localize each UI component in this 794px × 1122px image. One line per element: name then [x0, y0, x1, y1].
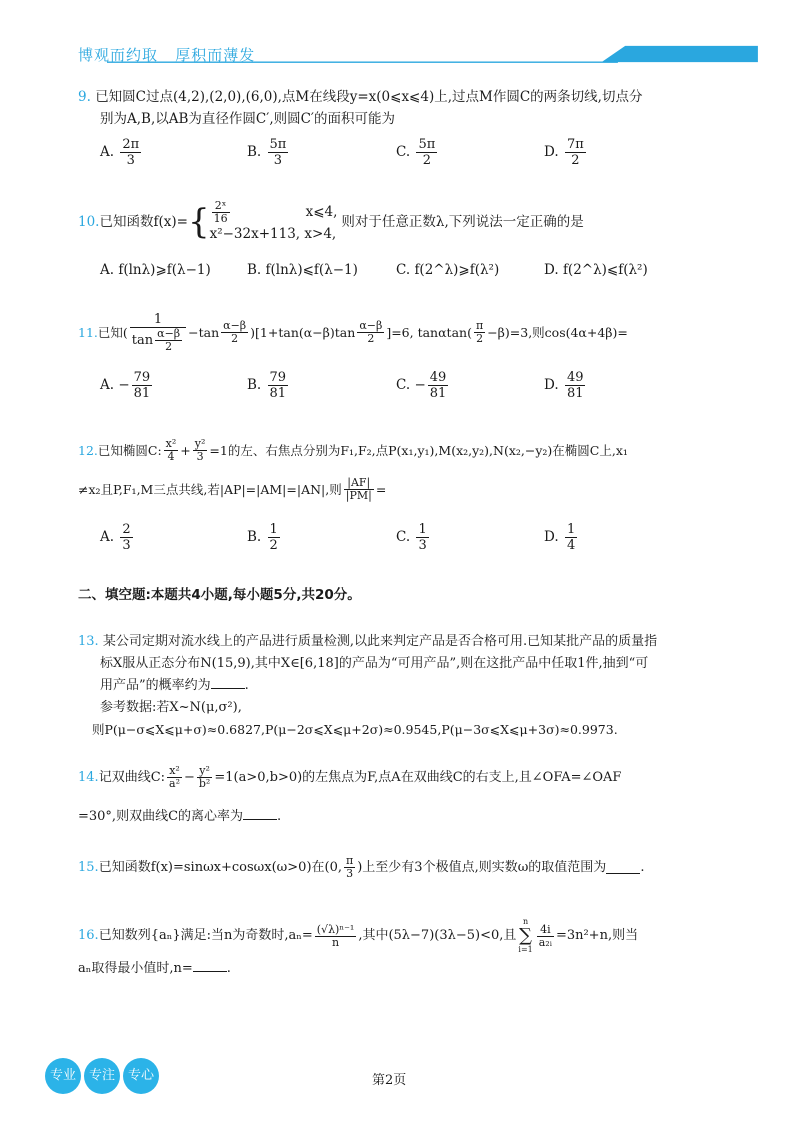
option-fraction: [268, 137, 289, 168]
question-14-line1: [78, 765, 738, 790]
denominator: 2: [165, 340, 173, 353]
denominator: 3: [346, 867, 354, 880]
text-part: −: [183, 769, 195, 785]
text-part: =3n²+n,则当: [555, 928, 639, 943]
numerator: π: [346, 854, 354, 867]
numerator: 49: [566, 370, 584, 385]
question-text-line2: 标X服从正态分布N(15,9),其中X∈[6,18]的产品为“可用产品”,则在这批产品中任取1件,抽到“可: [100, 656, 649, 671]
denominator: 3: [418, 538, 427, 553]
numerator: 7π: [566, 137, 584, 152]
option-text: f(2^λ)⩾f(λ²): [414, 262, 500, 278]
denominator: [130, 328, 186, 353]
option-d: [544, 522, 579, 553]
option-label: B.: [247, 377, 262, 393]
option-fraction: [416, 522, 428, 553]
numerator: 1: [566, 522, 576, 537]
section-heading: 二、填空题:本题共4小题,每小题5分,共20分。: [78, 587, 361, 603]
denominator: 4: [167, 450, 175, 463]
question-text-line1: 已知圆C过点(4,2),(2,0),(6,0),点M在线段y=x(0⩽x⩽4)上,过点M作圆C的两条切线,切点分: [95, 89, 643, 105]
text-part: )[1+tan(α−β)tan: [250, 324, 356, 340]
numerator: 5π: [269, 137, 287, 152]
numerator: |AF|: [344, 477, 374, 490]
denominator: 3: [196, 450, 204, 463]
option-d: [544, 137, 588, 168]
option-fraction: [268, 370, 289, 401]
text-part: .: [640, 859, 645, 875]
question-12-line2: [78, 477, 718, 502]
numerator: x²: [165, 437, 177, 450]
denominator: 2: [231, 332, 239, 345]
denominator: 81: [133, 386, 151, 401]
option-a: [100, 262, 211, 278]
numerator: 49: [429, 370, 447, 385]
option-c: [396, 137, 439, 168]
fraction-4i-a2i: [537, 924, 554, 949]
denominator: 81: [566, 386, 584, 401]
fraction-1: [130, 312, 186, 353]
denominator: b²: [198, 777, 211, 790]
question-15: [78, 855, 738, 880]
text-part: −β)=3,则cos(4α+4β)=: [487, 324, 628, 340]
option-b: [247, 137, 290, 168]
numerator: 1: [418, 522, 427, 537]
denominator: 4: [566, 538, 576, 553]
option-label: D.: [544, 529, 559, 545]
numerator: (√λ)ⁿ⁻¹: [316, 922, 355, 936]
option-fraction: [132, 370, 153, 401]
option-b: [247, 262, 358, 278]
fraction-x2-4: [164, 438, 179, 463]
option-fraction: [120, 137, 141, 168]
question-suffix: 则对于任意正数λ,下列说法一定正确的是: [341, 213, 584, 230]
fraction-pi-3: [344, 855, 355, 880]
numerator: 1: [269, 522, 278, 537]
piecewise-brace: {: [187, 201, 210, 242]
answer-blank[interactable]: [193, 959, 227, 972]
option-label: D.: [544, 262, 559, 278]
text-part: .: [277, 809, 282, 824]
text-part: =: [375, 481, 387, 497]
question-number: 16.: [78, 928, 99, 943]
question-number: 13.: [78, 634, 99, 649]
footer-circle-professional: 专业: [45, 1058, 81, 1094]
denominator: 2: [269, 538, 278, 553]
option-a: [100, 137, 143, 168]
answer-blank[interactable]: [211, 676, 245, 689]
option-label: C.: [396, 262, 411, 278]
denominator: 3: [122, 538, 131, 553]
option-sign: −: [118, 377, 130, 393]
text-part: .: [244, 678, 249, 693]
reference-data-values: 则P(μ−σ⩽X⩽μ+σ)≈0.6827,P(μ−2σ⩽X⩽μ+2σ)≈0.9545,P(μ−3σ⩽X⩽μ+3σ)≈0.9973.: [92, 722, 618, 737]
fraction-sequence-term: [315, 924, 357, 949]
question-number: 10.: [78, 213, 100, 230]
question-number: 12.: [78, 442, 98, 458]
numerator: 2π: [122, 137, 140, 152]
option-fraction: [120, 522, 132, 553]
numerator: α−β: [157, 327, 181, 340]
option-label: B.: [247, 529, 262, 545]
numerator: y²: [197, 765, 212, 778]
fraction-4: [474, 320, 485, 345]
question-number: 15.: [78, 859, 99, 875]
option-fraction: [428, 370, 449, 401]
option-sign: −: [414, 377, 426, 393]
question-11: [78, 312, 738, 353]
numerator: 5π: [418, 137, 436, 152]
text-part: +: [180, 442, 191, 458]
question-number: 14.: [78, 769, 99, 785]
text-part: ,其中(5λ−7)(3λ−5)<0,且: [358, 928, 517, 943]
text-part: 记双曲线C:: [98, 769, 166, 785]
option-label: D.: [544, 377, 559, 393]
question-10: [78, 200, 718, 243]
option-c: [396, 262, 499, 278]
option-a: [100, 522, 135, 553]
option-label: D.: [544, 144, 559, 160]
denominator: 81: [429, 386, 447, 401]
numerator: 2: [122, 522, 131, 537]
text-part: 已知函数f(x)=sinωx+cosωx(ω>0)在(0,: [98, 859, 342, 875]
denominator: 2: [367, 332, 375, 345]
text-part: 已知(: [97, 324, 128, 340]
option-label: A.: [100, 144, 115, 160]
text-part: −tan: [188, 324, 220, 340]
case1-fraction: [212, 200, 230, 225]
question-number: 11.: [78, 324, 98, 340]
option-text: f(lnλ)⩽f(λ−1): [265, 262, 358, 278]
option-d: [544, 262, 648, 278]
sum-upper: n: [522, 917, 529, 926]
option-label: C.: [396, 529, 411, 545]
option-fraction: [268, 522, 280, 553]
question-text-line1: 某公司定期对流水线上的产品进行质量检测,以此来判定产品是否合格可用.已知某批产品的质量指: [102, 634, 658, 649]
numerator: α−β: [223, 319, 247, 332]
numerator: 79: [269, 370, 287, 385]
option-b: [247, 370, 290, 401]
text-part: =30°,则双曲线C的离心率为: [78, 809, 244, 824]
text-part: =1(a>0,b>0)的左焦点为F,点A在双曲线C的右支上,且∠OFA=∠OAF: [214, 769, 622, 785]
case2-condition: x>4,: [304, 226, 337, 242]
question-prefix: 已知函数f(x)=: [99, 213, 188, 230]
question-text-line3: 用产品”的概率约为: [100, 678, 211, 693]
question-text-line2: 别为A,B,以AB为直径作圆C′,则圆C′的面积可能为: [100, 111, 396, 127]
fraction-x2-a2: [167, 765, 182, 790]
footer-circle-focus: 专注: [84, 1058, 120, 1094]
piecewise-cases: [210, 200, 338, 243]
question-9: [78, 86, 718, 130]
fraction-2: [221, 320, 248, 345]
text-part: =1的左、右焦点分别为F₁,F₂,点P(x₁,y₁),M(x₂,y₂),N(x₂,−y₂)在椭圆C上,x₁: [209, 442, 628, 458]
numerator: 1: [130, 312, 186, 328]
sum-symbol: ∑: [519, 925, 532, 946]
question-number: 9.: [78, 89, 91, 105]
option-fraction: [565, 137, 586, 168]
option-label: C.: [396, 144, 411, 160]
text-part: )上至少有3个极值点,则实数ω的取值范围为: [357, 859, 607, 875]
denominator: 2: [571, 153, 580, 168]
numerator: α−β: [359, 319, 383, 332]
denominator: 2: [476, 332, 484, 345]
denominator: 16: [213, 212, 228, 225]
option-b: [247, 522, 282, 553]
option-fraction: [565, 370, 586, 401]
fraction-3: [357, 320, 384, 345]
option-label: B.: [247, 262, 262, 278]
option-label: C.: [396, 377, 411, 393]
numerator: x²: [167, 765, 182, 778]
question-14-line2: [78, 806, 718, 828]
tan-text: tan: [131, 333, 154, 348]
option-a: [100, 370, 154, 401]
answer-blank[interactable]: [606, 861, 640, 874]
denominator: a²: [169, 777, 180, 790]
inner-fraction: [155, 328, 182, 353]
footer-circle-dedicated: 专心: [123, 1058, 159, 1094]
text-part: .: [226, 961, 231, 976]
numerator: 4i: [537, 924, 554, 937]
denominator: 3: [273, 153, 283, 168]
option-fraction: [565, 522, 577, 553]
option-text: f(lnλ)⩾f(λ−1): [118, 262, 211, 278]
numerator: 79: [133, 370, 151, 385]
numerator: y²: [194, 437, 206, 450]
denominator: |PM|: [345, 489, 372, 502]
option-label: A.: [100, 377, 115, 393]
question-16-line2: [78, 958, 718, 980]
denominator: 2: [422, 153, 431, 168]
option-d: [544, 370, 587, 401]
text-part: 已知数列{aₙ}满足:当n为奇数时,aₙ=: [98, 928, 313, 943]
option-fraction: [416, 137, 437, 168]
fraction-y2-b2: [197, 765, 212, 790]
case1-condition: x⩽4,: [305, 204, 338, 220]
summation: [518, 917, 532, 955]
question-16-line1: [78, 917, 738, 955]
sum-lower: i=1: [518, 945, 533, 954]
denominator: n: [331, 935, 340, 949]
fraction-y2-3: [193, 438, 208, 463]
numerator: 2ˣ: [212, 200, 230, 213]
reference-data-label: 参考数据:若X~N(μ,σ²),: [100, 700, 242, 715]
option-label: B.: [247, 144, 262, 160]
page-number: 第2页: [372, 1073, 407, 1088]
text-part: 已知椭圆C:: [97, 442, 162, 458]
question-12-line1: [78, 438, 738, 463]
option-c: [396, 370, 450, 401]
option-label: A.: [100, 529, 115, 545]
question-13: [78, 631, 728, 742]
answer-blank[interactable]: [243, 807, 277, 820]
text-part: ]=6, tanαtan(: [386, 324, 472, 340]
option-text: f(2^λ)⩽f(λ²): [562, 262, 648, 278]
numerator: π: [475, 319, 484, 332]
denominator: a₂ᵢ: [538, 935, 552, 949]
header-slogan: 博观而约取 厚积而薄发: [78, 46, 256, 64]
ratio-fraction: [344, 477, 374, 502]
text-part: aₙ取得最小值时,n=: [78, 961, 193, 976]
case2-expression: x²−32x+113,: [209, 226, 301, 242]
denominator: 81: [269, 386, 287, 401]
denominator: 3: [126, 153, 135, 168]
option-label: A.: [100, 262, 115, 278]
option-c: [396, 522, 431, 553]
text-part: ≠x₂且P,F₁,M三点共线,若|AP|=|AM|=|AN|,则: [78, 481, 342, 497]
